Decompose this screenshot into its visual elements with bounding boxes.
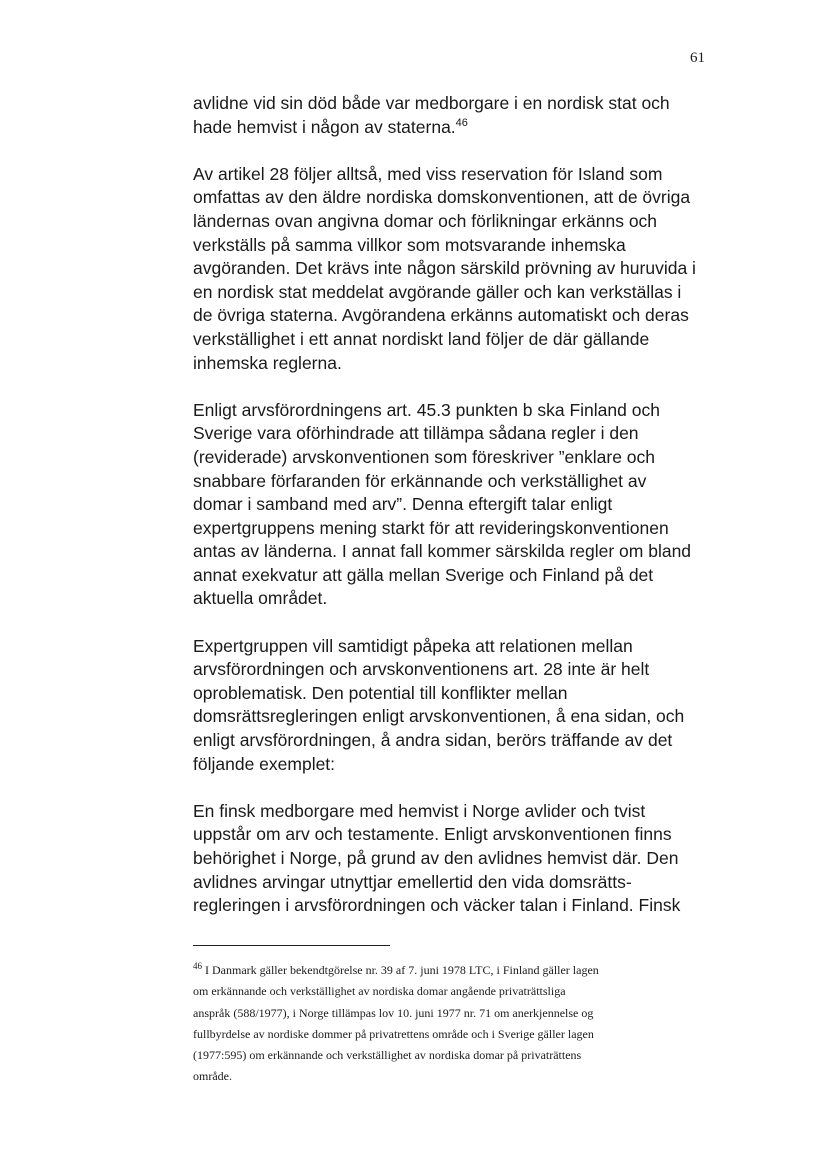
text-line: oproblematisk. Den potential till konflikter mellan <box>193 682 568 703</box>
text-line: avlidne vid sin död både var medborgare i en nordisk stat och <box>193 93 670 113</box>
text-line: inhemska reglerna. <box>193 352 342 373</box>
footnote-line: område. <box>193 1069 232 1084</box>
text-line: Expertgruppen vill samtidigt påpeka att relationen mellan <box>193 635 633 656</box>
footnote-line <box>193 960 713 981</box>
text-line <box>193 116 723 140</box>
text-line: aktuella området. <box>193 588 328 609</box>
footnote <box>193 960 713 1088</box>
paragraph-3 <box>193 399 723 611</box>
text-line: En finsk medborgare med hemvist i Norge avlider och tvist <box>193 800 646 821</box>
text-line: verkställighet i ett annat nordiskt land följer de där gällande <box>193 328 650 349</box>
footnote-number: 46 <box>193 961 202 971</box>
footnote-line: om erkännande och verkställighet av nordiska domar angående privaträttsliga <box>193 984 566 999</box>
text-line: snabbare förfaranden för erkännande och verkställighet av <box>193 470 647 491</box>
text-line: (reviderade) arvskonventionen som föreskriver ”enklare och <box>193 446 656 467</box>
footnote-line: fullbyrdelse av nordiske dommer på privatrettens område och i Sverige gäller lagen <box>193 1026 594 1041</box>
text-line: avlidnes arvingar utnyttjar emellertid den vida domsrätts- <box>193 871 632 892</box>
text-line: enligt arvsförordningen, å andra sidan, berörs träffande av det <box>193 730 673 751</box>
text-line: omfattas av den äldre nordiska domskonventionen, att de övriga <box>193 187 691 208</box>
paragraph-5 <box>193 800 723 918</box>
text-line: uppstår om arv och testamente. Enligt arvskonventionen finns <box>193 824 672 845</box>
text-line: behörighet i Norge, på grund av den avlidnes hemvist där. Den <box>193 848 679 868</box>
footnote-reference[interactable]: 46 <box>455 116 468 129</box>
text-line: ländernas ovan angivna domar och förlikningar erkänns och <box>193 210 658 231</box>
text-line: arvsförordningen och arvskonventionens art. 28 inte är helt <box>193 659 650 680</box>
text-line: domar i samband med arv”. Denna eftergift talar enligt <box>193 494 613 515</box>
text-line: regleringen i arvsförordningen och väcker talan i Finland. Finsk <box>193 895 681 916</box>
text-line: verkställs på samma villkor som motsvarande inhemska <box>193 234 626 255</box>
paragraph-4 <box>193 635 723 777</box>
text-line: antas av länderna. I annat fall kommer särskilda regler om bland <box>193 541 692 562</box>
text-line: en nordisk stat meddelat avgörande gäller och kan verkställas i <box>193 281 682 302</box>
text-line-content: hade hemvist i någon av staterna. <box>193 116 456 137</box>
text-line: annat exekvatur att gälla mellan Sverige och Finland på det <box>193 564 654 585</box>
paragraph-2 <box>193 163 723 375</box>
body-text <box>193 92 723 941</box>
text-line: följande exemplet: <box>193 753 336 774</box>
text-line: domsrättsregleringen enligt arvskonventionen, å ena sidan, och <box>193 706 685 727</box>
footnote-line: (1977:595) om erkännande och verkställighet av nordiska domar på privaträttens <box>193 1048 582 1063</box>
footnote-separator <box>193 945 390 946</box>
text-line: Sverige vara oförhindrade att tillämpa sådana regler i den <box>193 423 639 444</box>
text-line: de övriga staterna. Avgörandena erkänns automatiskt och deras <box>193 305 689 326</box>
footnote-line-content: I Danmark gäller bekendtgörelse nr. 39 af 7. juni 1978 LTC, i Finland gäller lagen <box>202 963 599 977</box>
text-line: Av artikel 28 följer alltså, med viss reservation för Island som <box>193 163 663 184</box>
paragraph-1 <box>193 92 723 139</box>
text-line: expertgruppens mening starkt för att revideringskonventionen <box>193 517 669 538</box>
text-line: avgöranden. Det krävs inte någon särskild prövning av huruvida i <box>193 258 696 279</box>
page-number: 61 <box>690 50 705 66</box>
text-line: Enligt arvsförordningens art. 45.3 punkten b ska Finland och <box>193 399 660 420</box>
footnote-line: anspråk (588/1977), i Norge tillämpas lov 10. juni 1977 nr. 71 om anerkjennelse og <box>193 1005 594 1020</box>
